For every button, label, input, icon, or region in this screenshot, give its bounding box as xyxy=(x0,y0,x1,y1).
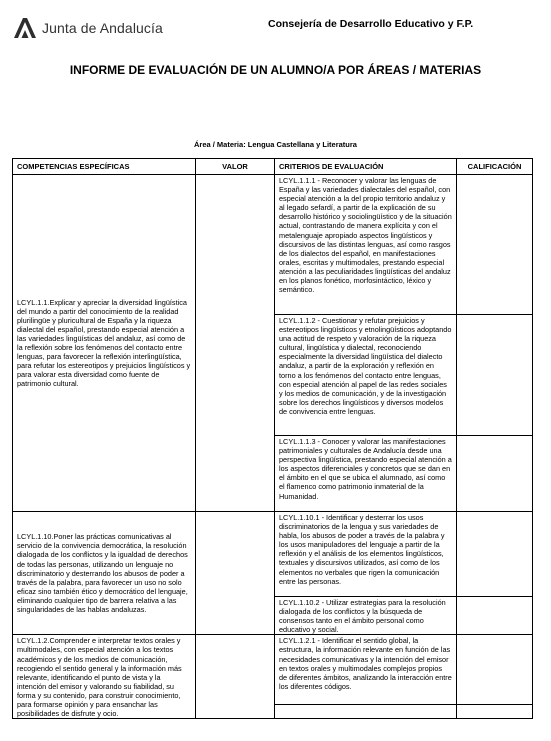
header-valor: VALOR xyxy=(196,159,275,175)
criterio-cell: LCYL.1.2.1 - Identificar el sentido global, la estructura, la información relevante en función de las necesidades comunicativas y la intención del emisor en textos orales y multimodales complejos propios de diferentes ámbitos, analizando la interacción entre los diferentes códigos. xyxy=(275,635,457,705)
calificacion-cell[interactable] xyxy=(457,704,533,718)
valor-cell[interactable] xyxy=(196,512,275,635)
competencia-cell: LCYL.1.10.Poner las prácticas comunicativas al servicio de la convivencia democrática, la resolución dialogada de los conflictos y la igualdad de derechos de todas las personas, utilizando un lenguaje no discriminatorio y desterrando los abusos de poder a través de la palabra, para favorecer un uso no solo eficaz sino también ético y democrático del lenguaje, eliminando cualquier tipo de barrera relativa a las singularidades de las hablas andaluzas. xyxy=(13,512,196,635)
criterio-cell: LCYL.1.1.2 - Cuestionar y refutar prejuicios y estereotipos lingüísticos y etnolingüísticos adoptando una actitud de respeto y valoración de la riqueza cultural, lingüística y dialectal, reconociendo especialmente la diversidad lingüística del dialecto andaluz, a partir de la exploración y reflexión en torno a los fenómenos del contacto entre lenguas, con especial atención al papel de las redes sociales y los medios de comunicación, y de la investigación sobre los derechos lingüísticos y diversos modelos de convivencia entre lenguas. xyxy=(275,315,457,436)
calificacion-cell[interactable] xyxy=(457,175,533,315)
calificacion-cell[interactable] xyxy=(457,597,533,635)
calificacion-cell[interactable] xyxy=(457,436,533,512)
header-criterios: CRITERIOS DE EVALUACIÓN xyxy=(275,159,457,175)
criterio-cell: LCYL.1.1.3 - Conocer y valorar las manifestaciones patrimoniales y culturales de Andalucía desde una perspectiva lingüística, prestando especial atención a los aspectos diferenciales y concretos que se dan en el ámbito en el que se ubica el alumnado, así como el flamenco como patrimonio inmaterial de la Humanidad. xyxy=(275,436,457,512)
valor-cell[interactable] xyxy=(196,635,275,719)
header-calificacion: CALIFICACIÓN xyxy=(457,159,533,175)
table-row xyxy=(13,512,533,597)
evaluation-table xyxy=(12,158,533,719)
table-header-row xyxy=(13,159,533,175)
competencia-cell: LCYL.1.2.Comprender e interpretar textos orales y multimodales, con especial atención a los textos académicos y de los medios de comunicación, recogiendo el sentido general y la información más relevante, identificando el punto de vista y la intención del emisor y valorando su fiabilidad, su forma y su contenido, para construir conocimiento, para formarse opinión y para ensanchar las posibilidades de disfrute y ocio. xyxy=(13,635,196,719)
department-name: Consejería de Desarrollo Educativo y F.P. xyxy=(268,18,474,30)
header-competencias: COMPETENCIAS ESPECÍFICAS xyxy=(13,159,196,175)
table-row xyxy=(13,635,533,705)
criterio-cell xyxy=(275,704,457,718)
logo-text: Junta de Andalucía xyxy=(42,20,163,36)
area-label: Área / Materia: Lengua Castellana y Literatura xyxy=(194,140,357,149)
criterio-cell: LCYL.1.1.1 - Reconocer y valorar las lenguas de España y las variedades dialectales del español, con especial atención a la del propio territorio andaluz y al legado sefardí, a partir de la explicación de su desarrollo histórico y sociolingüístico y de la situación actual, contrastando de manera explícita y con el metalenguaje apropiado aspectos lingüísticos y discursivos de las distintas lenguas, así como rasgos de los dialectos del español, en manifestaciones orales, escritas y multimodales, prestando especial atención a las peculiaridades lingüísticas del andaluz en los planos fonético, morfosintáctico, léxico y semántico. xyxy=(275,175,457,315)
valor-cell[interactable] xyxy=(196,175,275,512)
calificacion-cell[interactable] xyxy=(457,512,533,597)
junta-andalucia-logo xyxy=(12,16,182,40)
report-title: INFORME DE EVALUACIÓN DE UN ALUMNO/A POR ÁREAS / MATERIAS xyxy=(69,63,482,77)
calificacion-cell[interactable] xyxy=(457,315,533,436)
criterio-cell: LCYL.1.10.2 - Utilizar estrategias para la resolución dialogada de los conflictos y la búsqueda de consensos tanto en el ámbito personal como educativo y social. xyxy=(275,597,457,635)
criterio-cell: LCYL.1.10.1 - Identificar y desterrar los usos discriminatorios de la lengua y sus variedades de habla, los abusos de poder a través de la palabra y los usos manipuladores del lenguaje a partir de la reflexión y el análisis de los elementos lingüísticos, textuales y discursivos utilizados, así como de los elementos no verbales que rigen la comunicación entre las personas. xyxy=(275,512,457,597)
competencia-cell: LCYL.1.1.Explicar y apreciar la diversidad lingüística del mundo a partir del conocimiento de la realidad plurilingüe y pluricultural de España y la riqueza dialectal del español, prestando especial atención a las variedades lingüísticas del andaluz, así como de la reflexión sobre los fenómenos del contacto entre lenguas, para favorecer la reflexión interlingüística, para refutar los estereotipos y prejuicios lingüísticos y para valorar esta diversidad como fuente de patrimonio cultural. xyxy=(13,175,196,512)
logo-arch-icon xyxy=(12,17,38,39)
calificacion-cell[interactable] xyxy=(457,635,533,705)
table-row xyxy=(13,175,533,315)
